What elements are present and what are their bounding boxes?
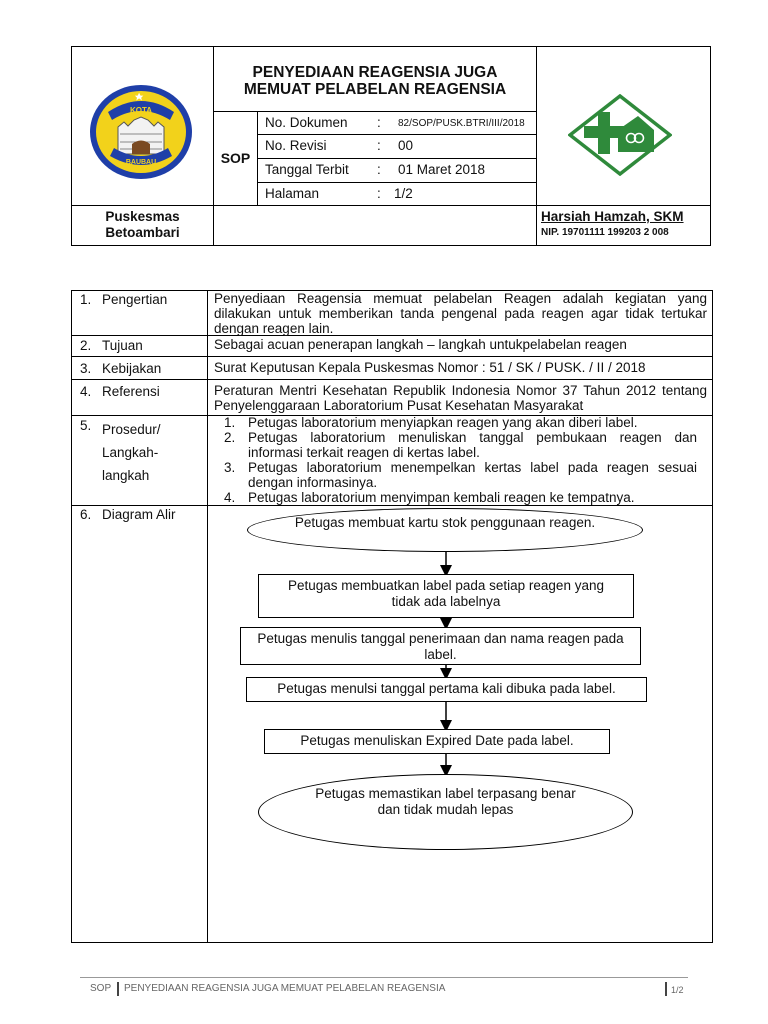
sop-label: SOP [220, 150, 251, 166]
meta-separator: : [377, 115, 381, 130]
procedure-item-number: 1. [224, 415, 236, 430]
logo-text-top: KOTA [129, 106, 153, 115]
title-line-2: MEMUAT PELABELAN REAGENSIA [243, 81, 507, 98]
meta-row-line [257, 182, 536, 183]
section-label-reference: Referensi [102, 384, 160, 399]
section-label-procedure [102, 418, 161, 487]
flowchart-step-oval [258, 774, 633, 850]
procedure-label-line-3: langkah [102, 468, 150, 483]
section-text-reference: Peraturan Mentri Kesehatan Republik Indonesia Nomor 37 Tahun 2012 tentang Penyelenggaraan Laboratorium Pusat Kesehatan Masyarakat [214, 383, 707, 413]
meta-row-page [258, 186, 536, 204]
header-divider-right [536, 46, 537, 246]
logo-text-bottom: BAUBAU [125, 159, 157, 166]
procedure-item [212, 430, 697, 460]
procedure-label-line-2: Langkah- [102, 445, 159, 460]
footer-page: 1/2 [671, 985, 684, 995]
section-number: 6. [80, 507, 92, 522]
procedure-item-text: Petugas laboratorium menyimpan kembali reagen ke tempatnya. [248, 490, 635, 505]
procedure-item [212, 460, 697, 490]
section-text-purpose: Sebagai acuan penerapan langkah – langkah untukpelabelan reagen [214, 337, 627, 352]
meta-row-revision [258, 138, 536, 156]
meta-row-issue-date [258, 162, 536, 180]
meta-value: 01 Maret 2018 [398, 162, 486, 177]
footer-rule [80, 977, 688, 978]
meta-value: 1/2 [394, 186, 413, 201]
section-label-definition: Pengertian [102, 292, 168, 307]
flowchart-step-text: Petugas menulsi tanggal pertama kali dibuka pada label. [277, 681, 616, 696]
section-label-policy: Kebijakan [102, 361, 162, 376]
meta-separator: : [377, 186, 381, 201]
section-number: 4. [80, 384, 92, 399]
content-row-line [71, 505, 713, 506]
document-title [214, 64, 536, 98]
meta-label: Tanggal Terbit [265, 162, 349, 177]
section-number: 3. [80, 361, 92, 376]
flowchart-step-text: Petugas menuliskan Expired Date pada label. [300, 733, 574, 748]
organization-line-1: Puskesmas [105, 209, 180, 224]
signer-nip: NIP. 19701111 199203 2 008 [541, 227, 669, 238]
flowchart-step-text: Petugas memastikan label terpasang benar dan tidak mudah lepas [315, 786, 576, 817]
section-number: 1. [80, 292, 92, 307]
meta-row-line [257, 134, 536, 135]
organization-line-2: Betoambari [105, 225, 180, 240]
puskesmas-logo [568, 94, 672, 176]
footer-separator [665, 982, 667, 996]
signer-name: Harsiah Hamzah, SKM [541, 209, 684, 224]
footer-title: PENYEDIAAN REAGENSIA JUGA MEMUAT PELABELAN REAGENSIA [124, 983, 446, 994]
header-bottom-divider [71, 205, 711, 206]
procedure-list [212, 415, 697, 505]
meta-separator: : [377, 162, 381, 177]
procedure-label-line-1: Prosedur/ [102, 422, 161, 437]
meta-value: 82/SOP/PUSK.BTRI/III/2018 [398, 118, 525, 129]
meta-row-document-number [258, 115, 536, 133]
header-title-divider [213, 111, 536, 112]
meta-label: No. Revisi [265, 138, 327, 153]
flowchart-step-text: Petugas membuatkan label pada setiap reagen yang tidak ada labelnya [288, 578, 604, 609]
procedure-item [212, 490, 697, 505]
section-label-flow-diagram: Diagram Alir [102, 507, 176, 522]
flowchart-step-box [240, 627, 641, 665]
city-logo [88, 82, 194, 182]
flowchart-step-text: Petugas menulis tanggal penerimaan dan nama reagen pada label. [257, 631, 624, 662]
content-row-line [71, 379, 713, 380]
section-text-definition: Penyediaan Reagensia memuat pelabelan Reagen adalah kegiatan yang dilakukan untuk memberikan tanda pengenal pada reagen agar tidak tertukar dengan reagen lain. [214, 291, 707, 336]
section-label-purpose: Tujuan [102, 338, 143, 353]
procedure-item [212, 415, 697, 430]
content-row-line [71, 356, 713, 357]
meta-value: 00 [398, 138, 414, 153]
meta-row-line [257, 158, 536, 159]
section-number: 2. [80, 338, 92, 353]
meta-label: No. Dokumen [265, 115, 348, 130]
procedure-item-number: 3. [224, 460, 236, 475]
section-number: 5. [80, 418, 92, 433]
procedure-item-number: 4. [224, 490, 236, 505]
flowchart-step-text: Petugas membuat kartu stok penggunaan reagen. [294, 515, 596, 530]
content-column-divider [207, 290, 208, 943]
flowchart-step-box [264, 729, 610, 754]
procedure-item-number: 2. [224, 430, 236, 445]
flowchart-step-oval [247, 508, 643, 552]
procedure-item-text: Petugas laboratorium menuliskan tanggal pembukaan reagen dan informasi terkait reagen di kertas label. [248, 430, 697, 460]
organization-name [72, 209, 213, 241]
footer-sop: SOP [90, 983, 112, 994]
meta-separator: : [377, 138, 381, 153]
flowchart-step-box [258, 574, 634, 618]
meta-label: Halaman [265, 186, 320, 201]
flowchart-step-box [246, 677, 647, 702]
procedure-item-text: Petugas laboratorium menempelkan kertas label pada reagen sesuai dengan informasinya. [248, 460, 697, 490]
footer-separator [117, 982, 119, 996]
title-line-1: PENYEDIAAN REAGENSIA JUGA [252, 64, 498, 81]
section-text-policy: Surat Keputusan Kepala Puskesmas Nomor : 51 / SK / PUSK. / II / 2018 [214, 360, 646, 375]
procedure-item-text: Petugas laboratorium menyiapkan reagen yang akan diberi label. [248, 415, 638, 430]
